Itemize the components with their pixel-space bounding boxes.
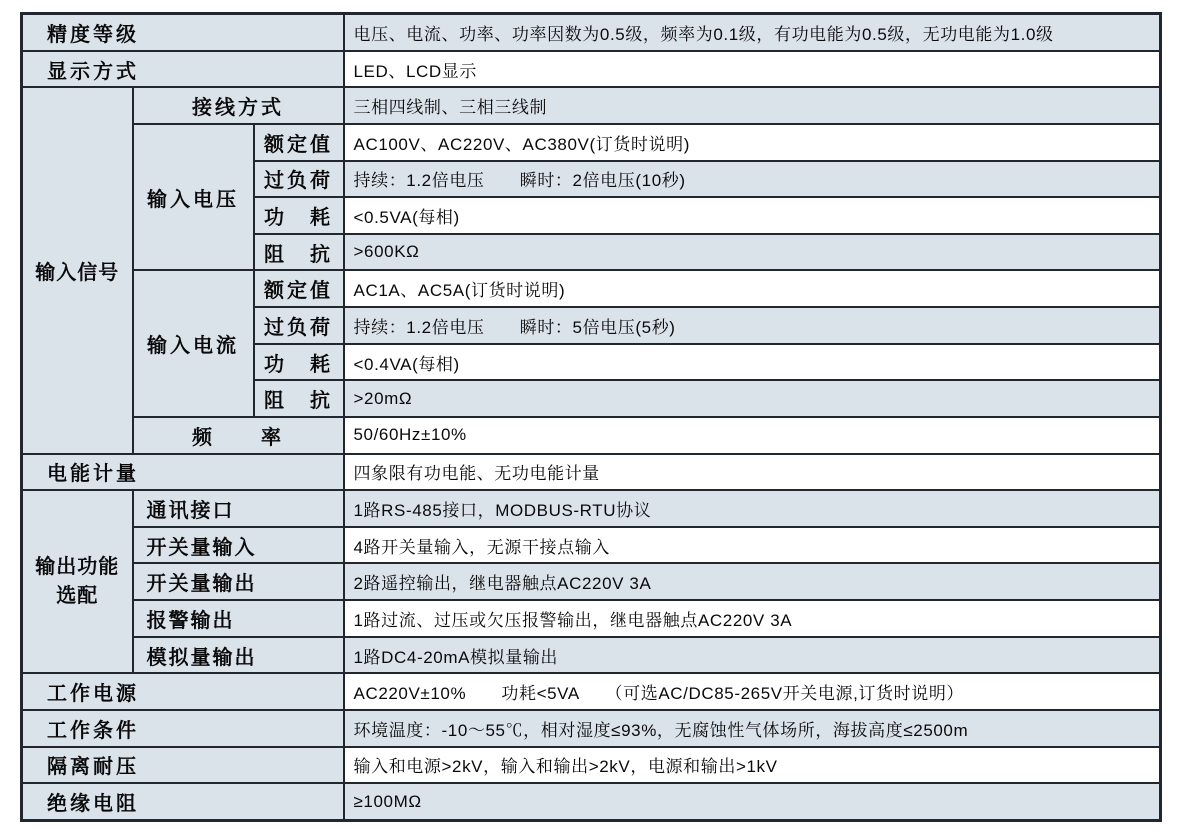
energy-label: 电能计量: [22, 454, 344, 491]
display-label: 显示方式: [22, 51, 344, 88]
isolation-label: 隔离耐压: [22, 747, 344, 784]
input-current-group-label: 输入电流: [133, 270, 254, 417]
energy-value: 四象限有功电能、无功电能计量: [344, 454, 1161, 491]
current-power-label: 功 耗: [254, 344, 344, 381]
row-analog-output: [22, 637, 1161, 674]
wiring-label: 接线方式: [133, 87, 344, 124]
accuracy-value: 电压、电流、功率、功率因数为0.5级，频率为0.1级，有功电能为0.5级，无功电能为1.0级: [344, 14, 1161, 51]
voltage-power-value: <0.5VA(每相): [344, 197, 1161, 234]
conditions-label: 工作条件: [22, 710, 344, 747]
power-supply-value: AC220V±10% 功耗<5VA （可选AC/DC85-265V开关电源,订货时说明）: [344, 673, 1161, 710]
accuracy-label: 精度等级: [22, 14, 344, 51]
current-rated-label: 额定值: [254, 270, 344, 307]
row-digital-input: [22, 527, 1161, 564]
comm-label: 通讯接口: [133, 490, 344, 527]
current-overload-value: 持续：1.2倍电压 瞬时：5倍电压(5秒): [344, 307, 1161, 344]
row-power-supply: [22, 673, 1161, 710]
row-alarm-output: [22, 600, 1161, 637]
row-display: [22, 51, 1161, 88]
digital-output-label: 开关量输出: [133, 563, 344, 600]
spec-table: [20, 12, 1162, 822]
power-supply-label: 工作电源: [22, 673, 344, 710]
conditions-value: 环境温度：-10～55℃，相对湿度≤93%，无腐蚀性气体场所，海拔高度≤2500m: [344, 710, 1161, 747]
row-accuracy: [22, 14, 1161, 51]
insulation-value: ≥100MΩ: [344, 783, 1161, 820]
row-current-rated: [22, 270, 1161, 307]
row-comm: [22, 490, 1161, 527]
digital-input-label: 开关量输入: [133, 527, 344, 564]
output-options-label-line2: 选配: [56, 584, 99, 607]
voltage-rated-value: AC100V、AC220V、AC380V(订货时说明): [344, 124, 1161, 161]
row-digital-output: [22, 563, 1161, 600]
voltage-impedance-value: >600KΩ: [344, 234, 1161, 271]
digital-input-value: 4路开关量输入，无源干接点输入: [344, 527, 1161, 564]
analog-output-label: 模拟量输出: [133, 637, 344, 674]
alarm-output-value: 1路过流、过压或欠压报警输出，继电器触点AC220V 3A: [344, 600, 1161, 637]
output-options-section-label: [22, 490, 133, 673]
comm-value: 1路RS-485接口，MODBUS-RTU协议: [344, 490, 1161, 527]
output-options-label-line1: 输出功能: [35, 555, 120, 578]
current-impedance-label: 阻 抗: [254, 380, 344, 417]
input-voltage-group-label: 输入电压: [133, 124, 254, 271]
row-energy: [22, 454, 1161, 491]
voltage-overload-value: 持续：1.2倍电压 瞬时：2倍电压(10秒): [344, 161, 1161, 198]
current-power-value: <0.4VA(每相): [344, 344, 1161, 381]
voltage-power-label: 功 耗: [254, 197, 344, 234]
row-wiring: [22, 87, 1161, 124]
frequency-label: 频 率: [133, 417, 344, 454]
display-value: LED、LCD显示: [344, 51, 1161, 88]
voltage-rated-label: 额定值: [254, 124, 344, 161]
voltage-overload-label: 过负荷: [254, 161, 344, 198]
wiring-value: 三相四线制、三相三线制: [344, 87, 1161, 124]
current-rated-value: AC1A、AC5A(订货时说明): [344, 270, 1161, 307]
row-voltage-rated: [22, 124, 1161, 161]
row-frequency: [22, 417, 1161, 454]
voltage-impedance-label: 阻 抗: [254, 234, 344, 271]
row-isolation: [22, 747, 1161, 784]
input-signal-section-label: 输入信号: [22, 87, 133, 453]
insulation-label: 绝缘电阻: [22, 783, 344, 820]
analog-output-value: 1路DC4-20mA模拟量输出: [344, 637, 1161, 674]
isolation-value: 输入和电源>2kV，输入和输出>2kV，电源和输出>1kV: [344, 747, 1161, 784]
digital-output-value: 2路遥控输出，继电器触点AC220V 3A: [344, 563, 1161, 600]
current-overload-label: 过负荷: [254, 307, 344, 344]
row-insulation: [22, 783, 1161, 820]
row-conditions: [22, 710, 1161, 747]
frequency-value: 50/60Hz±10%: [344, 417, 1161, 454]
current-impedance-value: >20mΩ: [344, 380, 1161, 417]
alarm-output-label: 报警输出: [133, 600, 344, 637]
